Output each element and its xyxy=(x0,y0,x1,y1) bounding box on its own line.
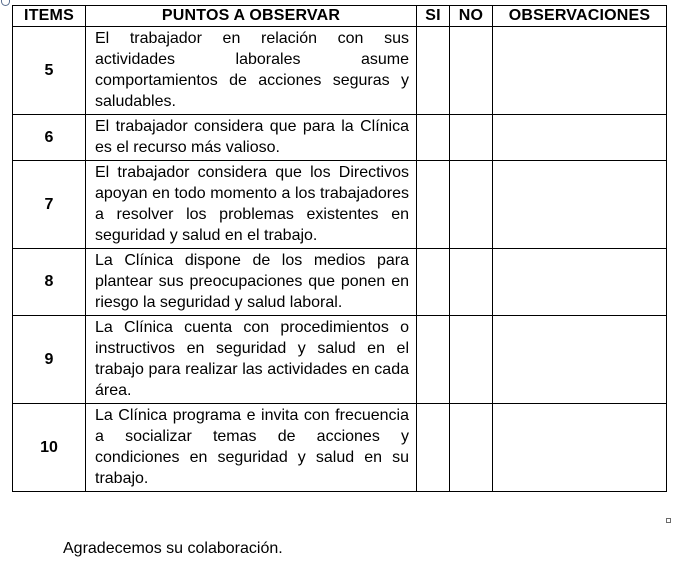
item-number: 9 xyxy=(13,316,86,404)
observations-cell[interactable] xyxy=(493,27,667,115)
point-text: La Clínica programa e invita con frecuencia a socializar temas de acciones y condiciones en seguridad y salud en su trabajo. xyxy=(86,404,417,492)
item-number: 8 xyxy=(13,249,86,316)
item-number: 7 xyxy=(13,161,86,249)
table-row xyxy=(13,161,667,249)
si-cell[interactable] xyxy=(417,161,450,249)
table-row xyxy=(13,404,667,492)
si-cell[interactable] xyxy=(417,249,450,316)
table-move-handle-icon[interactable] xyxy=(1,0,10,6)
header-observations: OBSERVACIONES xyxy=(493,6,667,27)
no-cell[interactable] xyxy=(450,115,493,161)
si-cell[interactable] xyxy=(417,27,450,115)
footer-note: Agradecemos su colaboración. xyxy=(63,540,283,557)
si-cell[interactable] xyxy=(417,115,450,161)
no-cell[interactable] xyxy=(450,316,493,404)
table-row xyxy=(13,249,667,316)
no-cell[interactable] xyxy=(450,404,493,492)
item-number: 10 xyxy=(13,404,86,492)
item-number: 5 xyxy=(13,27,86,115)
table-resize-handle-icon[interactable] xyxy=(666,518,671,523)
observations-cell[interactable] xyxy=(493,249,667,316)
observations-cell[interactable] xyxy=(493,161,667,249)
point-text: La Clínica cuenta con procedimientos o instructivos en seguridad y salud en el trabajo para realizar las actividades en cada área. xyxy=(86,316,417,404)
point-text: El trabajador en relación con sus actividades laborales asume comportamientos de acciones seguras y saludables. xyxy=(86,27,417,115)
table-row xyxy=(13,115,667,161)
si-cell[interactable] xyxy=(417,404,450,492)
observation-checklist-table xyxy=(12,5,667,492)
no-cell[interactable] xyxy=(450,27,493,115)
no-cell[interactable] xyxy=(450,249,493,316)
header-items: ITEMS xyxy=(13,6,86,27)
observations-cell[interactable] xyxy=(493,404,667,492)
header-points: PUNTOS A OBSERVAR xyxy=(86,6,417,27)
header-no: NO xyxy=(450,6,493,27)
item-number: 6 xyxy=(13,115,86,161)
table-row xyxy=(13,27,667,115)
no-cell[interactable] xyxy=(450,161,493,249)
table-header-row xyxy=(13,6,667,27)
observations-cell[interactable] xyxy=(493,115,667,161)
observations-cell[interactable] xyxy=(493,316,667,404)
table-row xyxy=(13,316,667,404)
si-cell[interactable] xyxy=(417,316,450,404)
point-text: La Clínica dispone de los medios para plantear sus preocupaciones que ponen en riesgo la seguridad y salud laboral. xyxy=(86,249,417,316)
header-si: SI xyxy=(417,6,450,27)
point-text: El trabajador considera que los Directivos apoyan en todo momento a los trabajadores a resolver los problemas existentes en seguridad y salud en el trabajo. xyxy=(86,161,417,249)
point-text: El trabajador considera que para la Clínica es el recurso más valioso. xyxy=(86,115,417,161)
